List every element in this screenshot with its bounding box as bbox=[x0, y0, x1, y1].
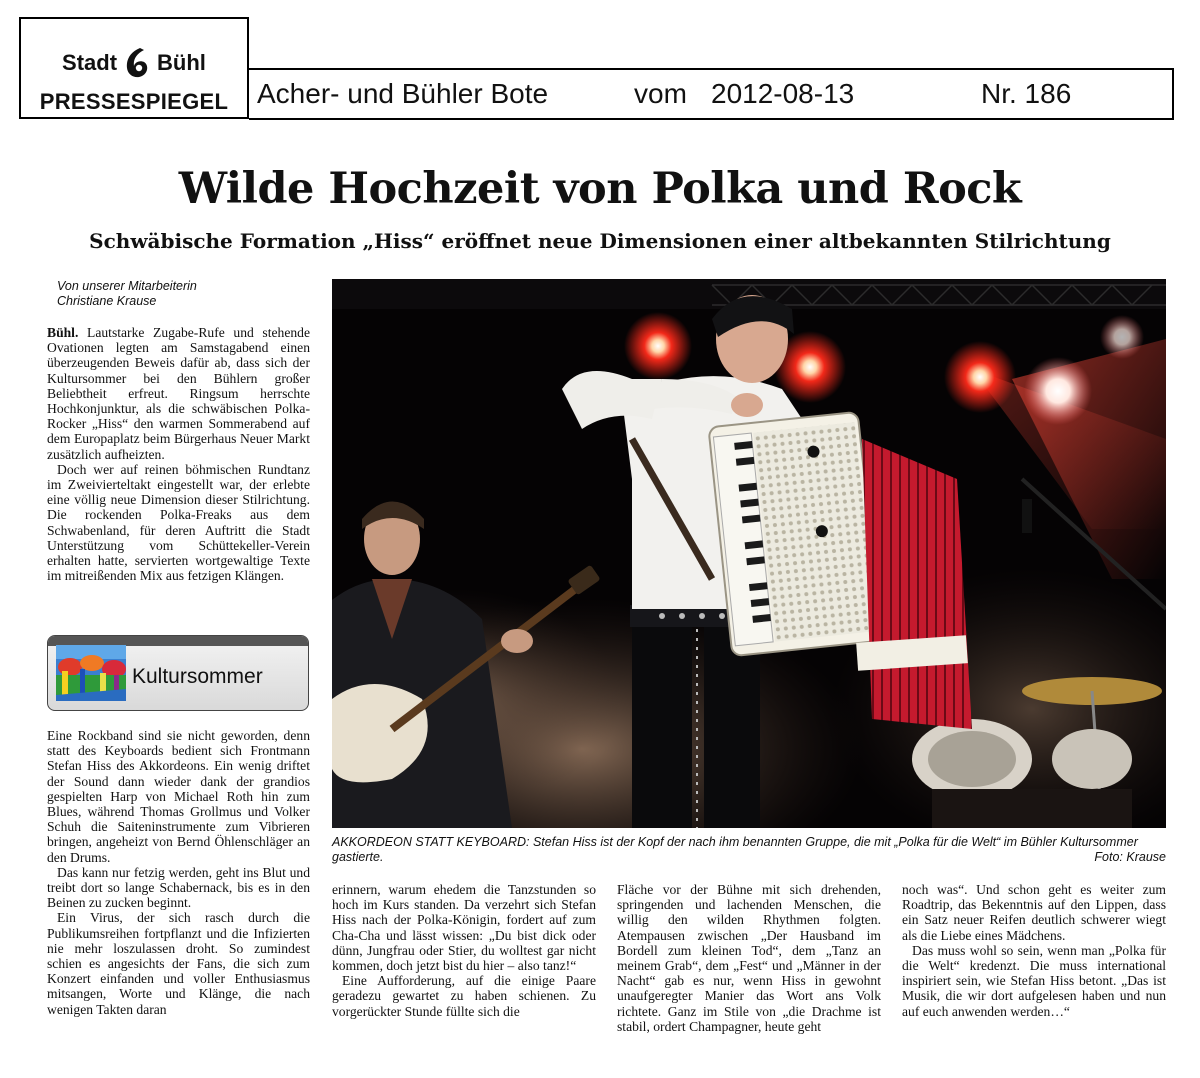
concert-photo-illustration bbox=[332, 279, 1166, 828]
paragraph: Eine Aufforderung, auf die einige Paare geradezu gewartet zu haben schienen. Zu vorgerückter Stunde füllte sich die bbox=[332, 973, 596, 1019]
paragraph: noch was“. Und schon geht es weiter zum Roadtrip, das Bekenntnis auf den Lippen, dass ein Satz neuer Reifen deutlich schwerer wiegt als die Liebe eines Mädchens. bbox=[902, 882, 1166, 943]
byline-role: Von unserer Mitarbeiterin bbox=[57, 279, 197, 293]
kultursommer-label: Kultursommer bbox=[132, 665, 263, 688]
source-bar bbox=[249, 68, 1174, 120]
issue-number: Nr. 186 bbox=[981, 78, 1072, 109]
newspaper-name: Acher- und Bühler Bote bbox=[257, 78, 549, 109]
article-column-1-bottom bbox=[47, 728, 310, 1017]
logo-text-buehl: Bühl bbox=[157, 50, 206, 75]
article-headline: Wilde Hochzeit von Polka und Rock bbox=[178, 164, 1022, 214]
city-emblem-icon bbox=[120, 46, 154, 80]
paragraph: Ein Virus, der sich rasch durch die Publikumsreihen fortpflanzt und die Infizierten nie mehr loszulassen droht. So zumindest schien es angesichts der Fans, die sich zum Konzert einfanden und voller Enthusiasmus mitsangen, Worte und Klänge, die nach wenigen Takten daran bbox=[47, 910, 310, 1017]
paragraph-text: Lautstarke Zugabe-Rufe und stehende Ovationen legten am Samstagabend einen überzeugenden Beweis dafür ab, dass sich der Kultursommer bei den Bühlern großer Beliebtheit erfreut. Ringsum herrschte Hochkonjunktur, als die schwäbischen Polka-Rocker „Hiss“ den warmen Sommerabend auf dem Europaplatz beim Bürgerhaus Neuer Markt zusätzlich aufheizten. bbox=[47, 325, 310, 462]
paragraph bbox=[47, 325, 310, 462]
issue-date: 2012-08-13 bbox=[711, 78, 855, 109]
byline bbox=[57, 279, 197, 309]
kultursommer-box bbox=[47, 635, 309, 711]
paragraph: erinnern, warum ehedem die Tanzstunden so hoch im Kurs standen. Da verzehrt sich Stefan Hiss nach der Polka-Königin, fordert auf zum Cha-Cha und lässt wissen: „Du bist dick oder dünn, Jungfrau oder Stier, du wolltest gar nicht kommen, doch jetzt bist du hier – also tanz!“ bbox=[332, 882, 596, 974]
byline-author: Christiane Krause bbox=[57, 294, 157, 308]
article-column-4 bbox=[902, 882, 1166, 1019]
photo-credit: Foto: Krause bbox=[1094, 850, 1166, 864]
photo-caption: AKKORDEON STATT KEYBOARD: Stefan Hiss ist der Kopf der nach ihm benannten Gruppe, die mit „Polka für die Welt“ im Bühler Kultursommer gastierte. bbox=[332, 835, 1138, 864]
logo-subtitle: PRESSESPIEGEL bbox=[39, 89, 229, 114]
dateline: Bühl. bbox=[47, 325, 79, 340]
paragraph: Eine Rockband sind sie nicht geworden, denn statt des Keyboards bedient sich Frontmann Stefan Hiss des Akkordeons. Ein wenig driftet der Sound dann wieder dank der grandios gespielten Harp von Michael Roth hin zum Blues, während Thomas Grollmus und Volker Schuh die Saiteninstrumente zum Vibrieren bringen, angeheizt von Bernd Öhlenschläger an den Drums. bbox=[47, 728, 310, 865]
date-prefix: vom bbox=[634, 78, 687, 109]
concert-photo bbox=[332, 279, 1166, 828]
article-column-3 bbox=[617, 882, 881, 1034]
article-subheadline: Schwäbische Formation „Hiss“ eröffnet neue Dimensionen einer altbekannten Stilrichtung bbox=[89, 229, 1111, 253]
logo-text-stadt: Stadt bbox=[62, 50, 118, 75]
press-clipping-logo bbox=[19, 17, 249, 119]
paragraph: Das kann nur fetzig werden, geht ins Blut und treibt dort so lange Schabernack, bis es in den Beinen zu zucken beginnt. bbox=[47, 864, 310, 911]
paragraph: Fläche vor der Bühne mit sich drehenden, springenden und lachenden Menschen, die willig den wilden Rhythmen folgten. Atempausen zwischen „Der Hausband im Bordell zum kleinen Tod“, dem „Tanz an meinem Grab“, dem „Fest“ und „Männer in der Nacht“ gab es nur, wenn Hiss in gewohnt unaufgeregter Manier das Wort ans Volk richtete. Ganz im Stile von „die Drachme ist stabil, ordert Champagner, heute geht bbox=[617, 882, 881, 1034]
article-column-2 bbox=[332, 882, 596, 1019]
article-column-1-top bbox=[47, 325, 310, 583]
paragraph: Doch wer auf reinen böhmischen Rundtanz im Zweivierteltakt eingestellt war, der erlebte eine völlig neue Dimension dieser Stilrichtung. Die rockenden Polka-Freaks aus dem Schwabenland, für deren Auftritt die Stadt Unterstützung vom Schüttekeller-Verein erhalten hatte, servierten wortgewaltige Texte im mitreißenden Mix aus fetzigen Klängen. bbox=[47, 461, 310, 584]
kultursommer-painting-thumbnail bbox=[56, 645, 126, 701]
paragraph: Das muss wohl so sein, wenn man „Polka für die Welt“ kredenzt. Die muss international inspiriert sein, wie Stefan Hiss betont. „Das ist Musik, die wir dort aufgelesen haben und nun auf euch anwenden werden…“ bbox=[902, 942, 1166, 1019]
